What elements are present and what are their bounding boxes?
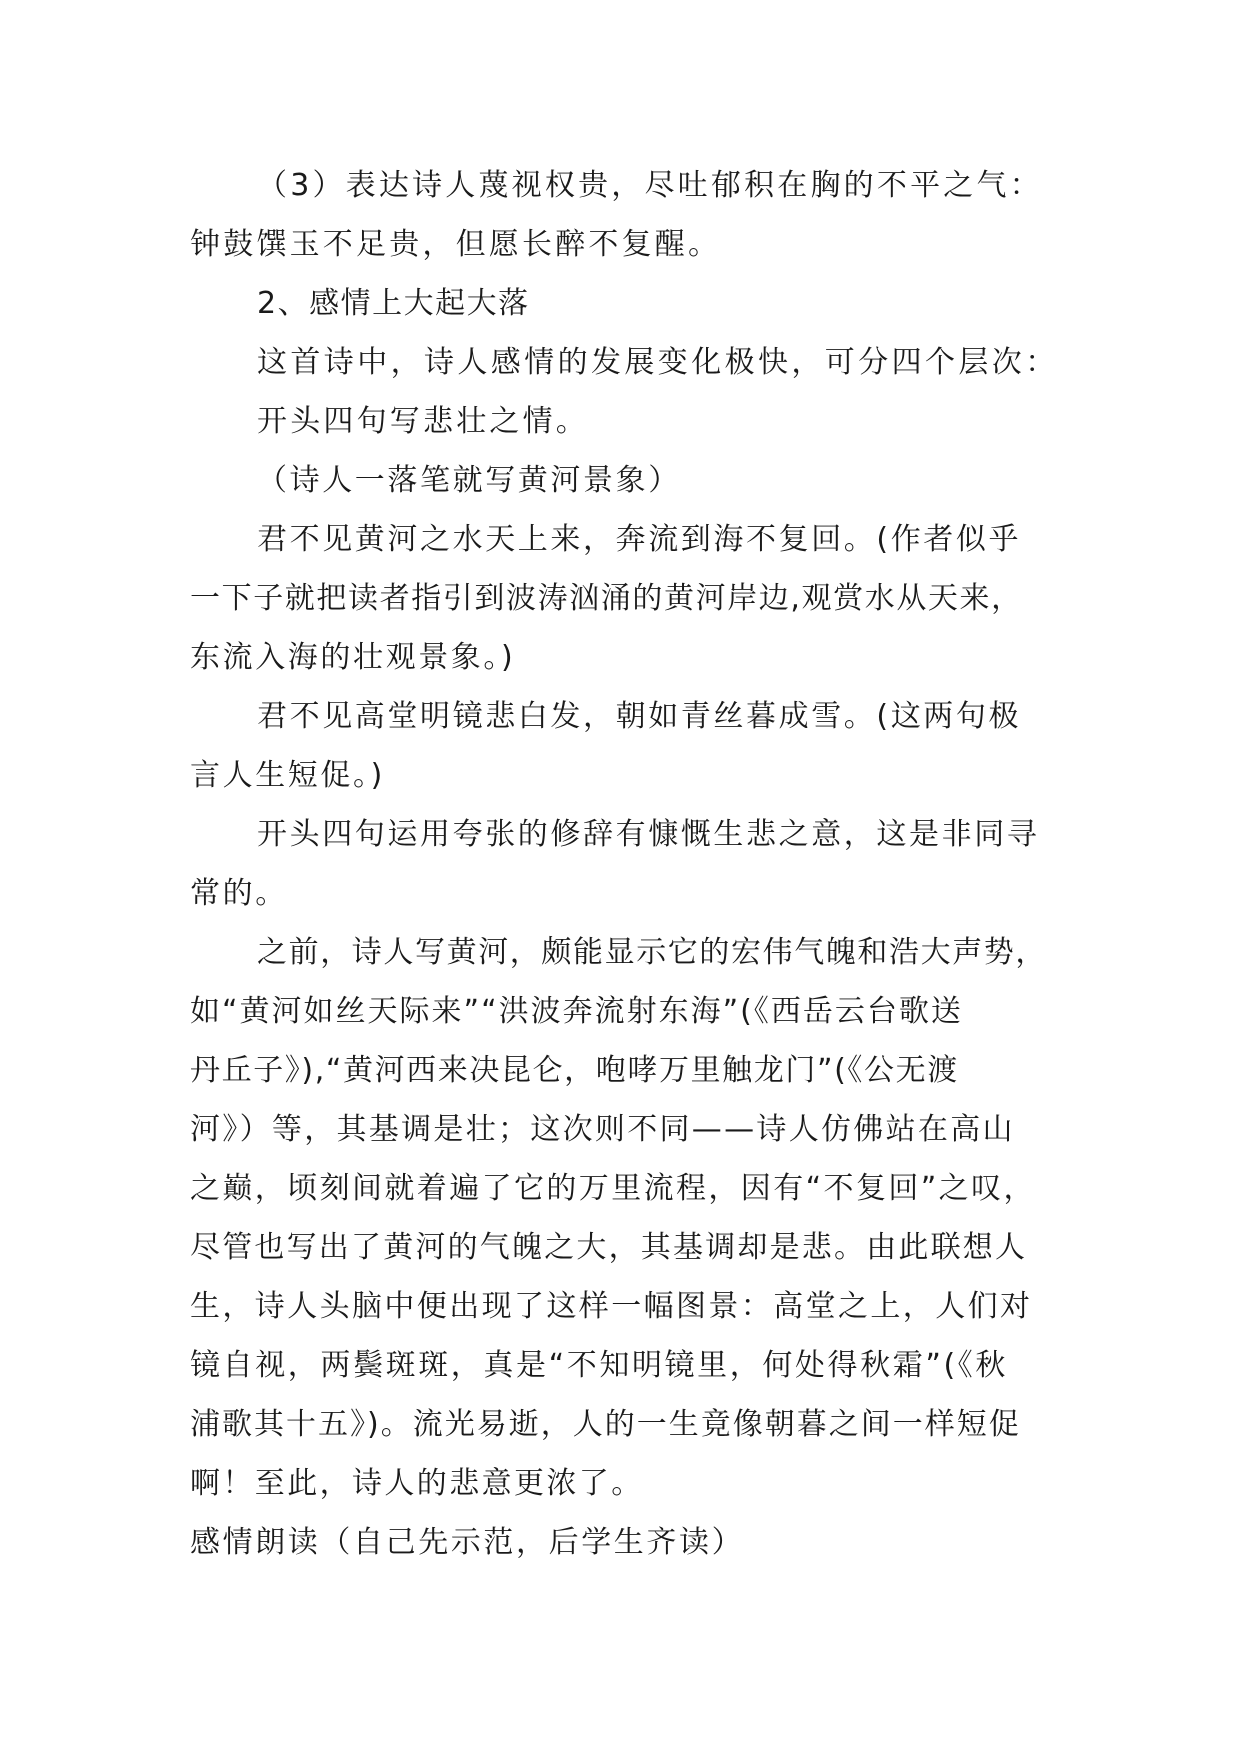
text-line-14: 之前，诗人写黄河，颇能显示它的宏伟气魄和浩大声势， xyxy=(257,935,1047,970)
text-line-10: 君不见高堂明镜悲白发，朝如青丝暮成雪。(这两句极 xyxy=(257,699,1022,734)
text-line-18: 之巅，顷刻间就着遍了它的万里流程，因有“不复回”之叹， xyxy=(190,1171,1036,1206)
text-line-6: （诗人一落笔就写黄河景象） xyxy=(257,463,681,498)
text-line-23: 啊！至此，诗人的悲意更浓了。 xyxy=(190,1466,644,1501)
text-line-15: 如“黄河如丝天际来”“洪波奔流射东海”(《西岳云台歌送 xyxy=(190,994,963,1029)
text-line-7: 君不见黄河之水天上来，奔流到海不复回。(作者似乎 xyxy=(257,522,1022,557)
text-line-1: （3）表达诗人蔑视权贵，尽吐郁积在胸的不平之气： xyxy=(257,168,1043,203)
text-line-19: 尽管也写出了黄河的气魄之大，其基调却是悲。由此联想人 xyxy=(190,1230,1028,1265)
text-line-16: 丹丘子》),“黄河西来决昆仑，咆哮万里触龙门”(《公无渡 xyxy=(190,1053,959,1088)
text-line-21: 镜自视，两鬓斑斑，真是“不知明镜里，何处得秋霜”(《秋 xyxy=(190,1348,1008,1383)
text-line-2: 钟鼓馔玉不足贵，但愿长醉不复醒。 xyxy=(190,227,722,262)
text-line-12: 开头四句运用夸张的修辞有慷慨生悲之意，这是非同寻 xyxy=(257,817,1040,852)
text-line-11: 言人生短促。) xyxy=(190,758,385,793)
text-line-24: 感情朗读（自己先示范，后学生齐读） xyxy=(190,1525,745,1560)
text-line-13: 常的。 xyxy=(190,876,288,911)
text-line-22: 浦歌其十五》)。流光易逝，人的一生竟像朝暮之间一样短促 xyxy=(190,1407,1021,1442)
section-heading: 2、感情上大起大落 xyxy=(257,286,530,321)
text-line-20: 生，诗人头脑中便出现了这样一幅图景：高堂之上，人们对 xyxy=(190,1289,1033,1324)
text-line-5: 开头四句写悲壮之情。 xyxy=(257,404,589,439)
text-line-17: 河》）等，其基调是壮；这次则不同——诗人仿佛站在高山 xyxy=(190,1112,1015,1147)
text-line-4: 这首诗中，诗人感情的发展变化极快，可分四个层次： xyxy=(257,345,1059,380)
text-line-9: 东流入海的壮观景象。) xyxy=(190,640,516,675)
text-line-8: 一下子就把读者指引到波涛汹涌的黄河岸边,观赏水从天来， xyxy=(190,581,1023,616)
